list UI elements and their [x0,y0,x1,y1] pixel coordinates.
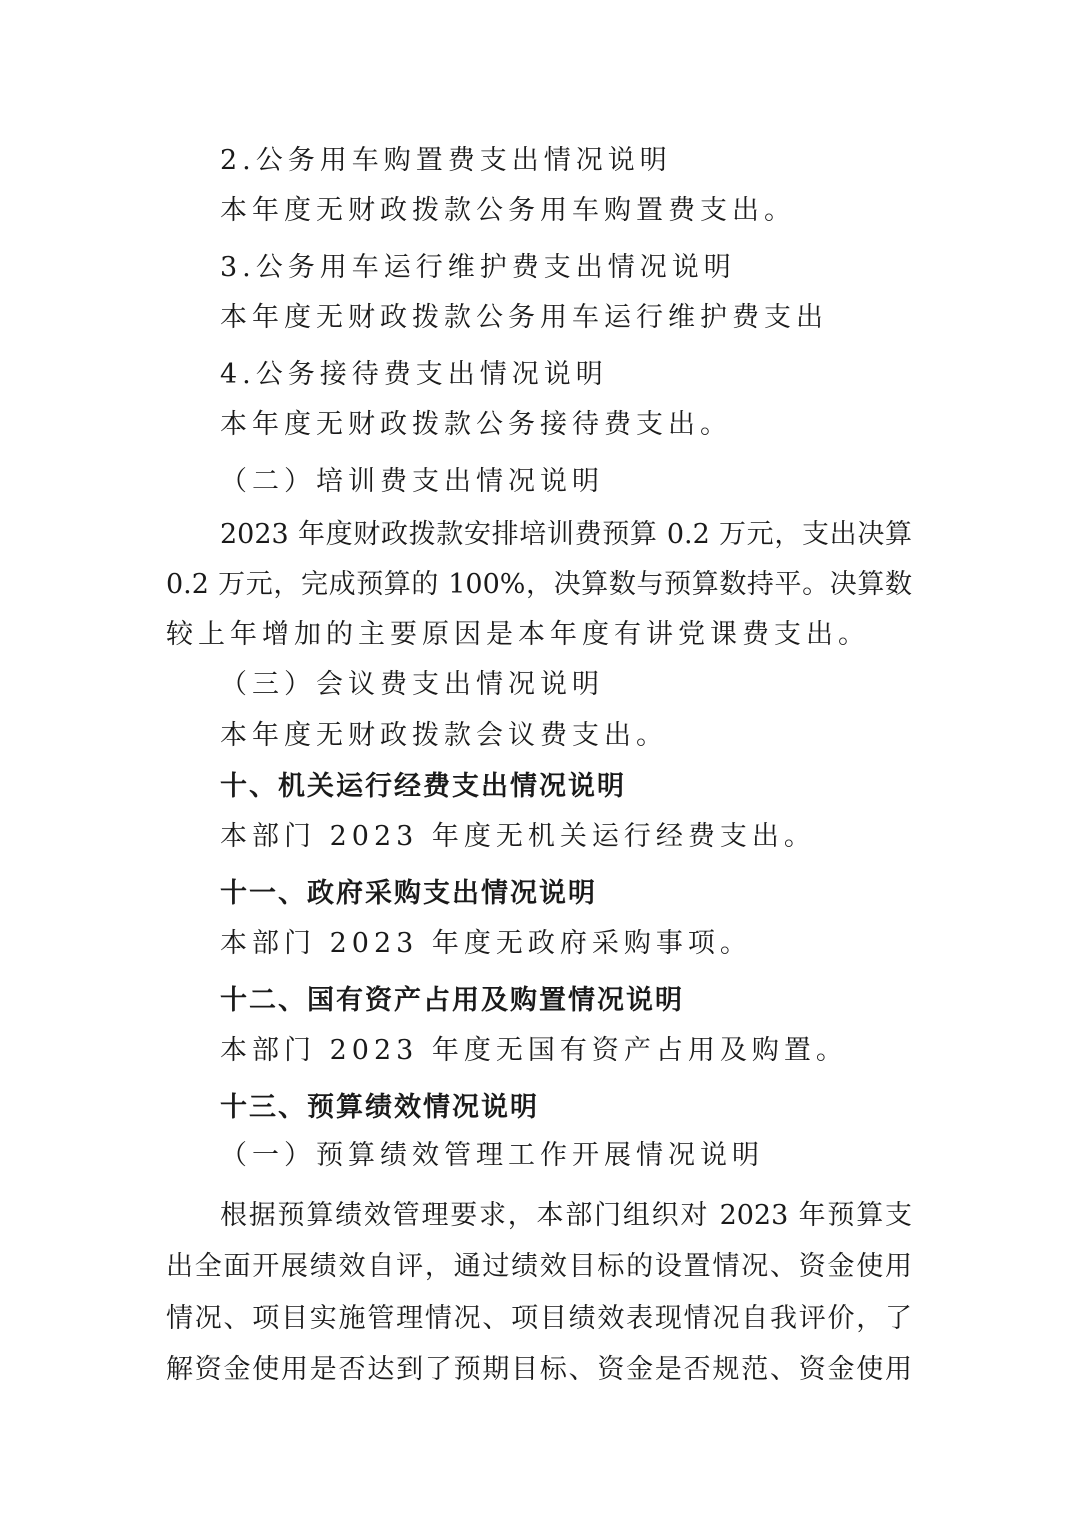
subheading-performance-management: （一）预算绩效管理工作开展情况说明 [220,1140,764,1171]
paragraph-reception: 本年度无财政拨款公务接待费支出。 [220,409,732,440]
paragraph-performance-line-2: 出全面开展绩效自评，通过绩效目标的设置情况、资金使用 [166,1251,912,1282]
subheading-vehicle-purchase: 2.公务用车购置费支出情况说明 [220,145,672,176]
subheading-vehicle-maintenance: 3.公务用车运行维护费支出情况说明 [220,252,736,283]
subheading-meeting: （三）会议费支出情况说明 [220,669,604,700]
heading-section-13: 十三、预算绩效情况说明 [220,1092,539,1123]
paragraph-section-12: 本部门 2023 年度无国有资产占用及购置。 [220,1035,848,1066]
paragraph-training-line-2: 0.2 万元，完成预算的 100%，决算数与预算数持平。决算数 [166,569,912,600]
subheading-training: （二）培训费支出情况说明 [220,466,604,497]
paragraph-vehicle-purchase: 本年度无财政拨款公务用车购置费支出。 [220,195,796,226]
paragraph-training-line-3: 较上年增加的主要原因是本年度有讲党课费支出。 [166,619,870,650]
heading-section-10: 十、机关运行经费支出情况说明 [220,771,626,802]
paragraph-section-11: 本部门 2023 年度无政府采购事项。 [220,928,752,959]
paragraph-performance-line-4: 解资金使用是否达到了预期目标、资金是否规范、资金使用 [166,1354,912,1385]
subheading-reception: 4.公务接待费支出情况说明 [220,359,608,390]
paragraph-performance-line-1: 根据预算绩效管理要求，本部门组织对 2023 年预算支 [220,1200,912,1231]
paragraph-performance-line-3: 情况、项目实施管理情况、项目绩效表现情况自我评价，了 [166,1303,912,1334]
paragraph-training-line-1: 2023 年度财政拨款安排培训费预算 0.2 万元，支出决算 [220,519,912,550]
paragraph-vehicle-maintenance: 本年度无财政拨款公务用车运行维护费支出 [220,302,828,333]
paragraph-meeting: 本年度无财政拨款会议费支出。 [220,720,668,751]
heading-section-12: 十二、国有资产占用及购置情况说明 [220,985,684,1016]
paragraph-section-10: 本部门 2023 年度无机关运行经费支出。 [220,821,816,852]
heading-section-11: 十一、政府采购支出情况说明 [220,878,597,909]
